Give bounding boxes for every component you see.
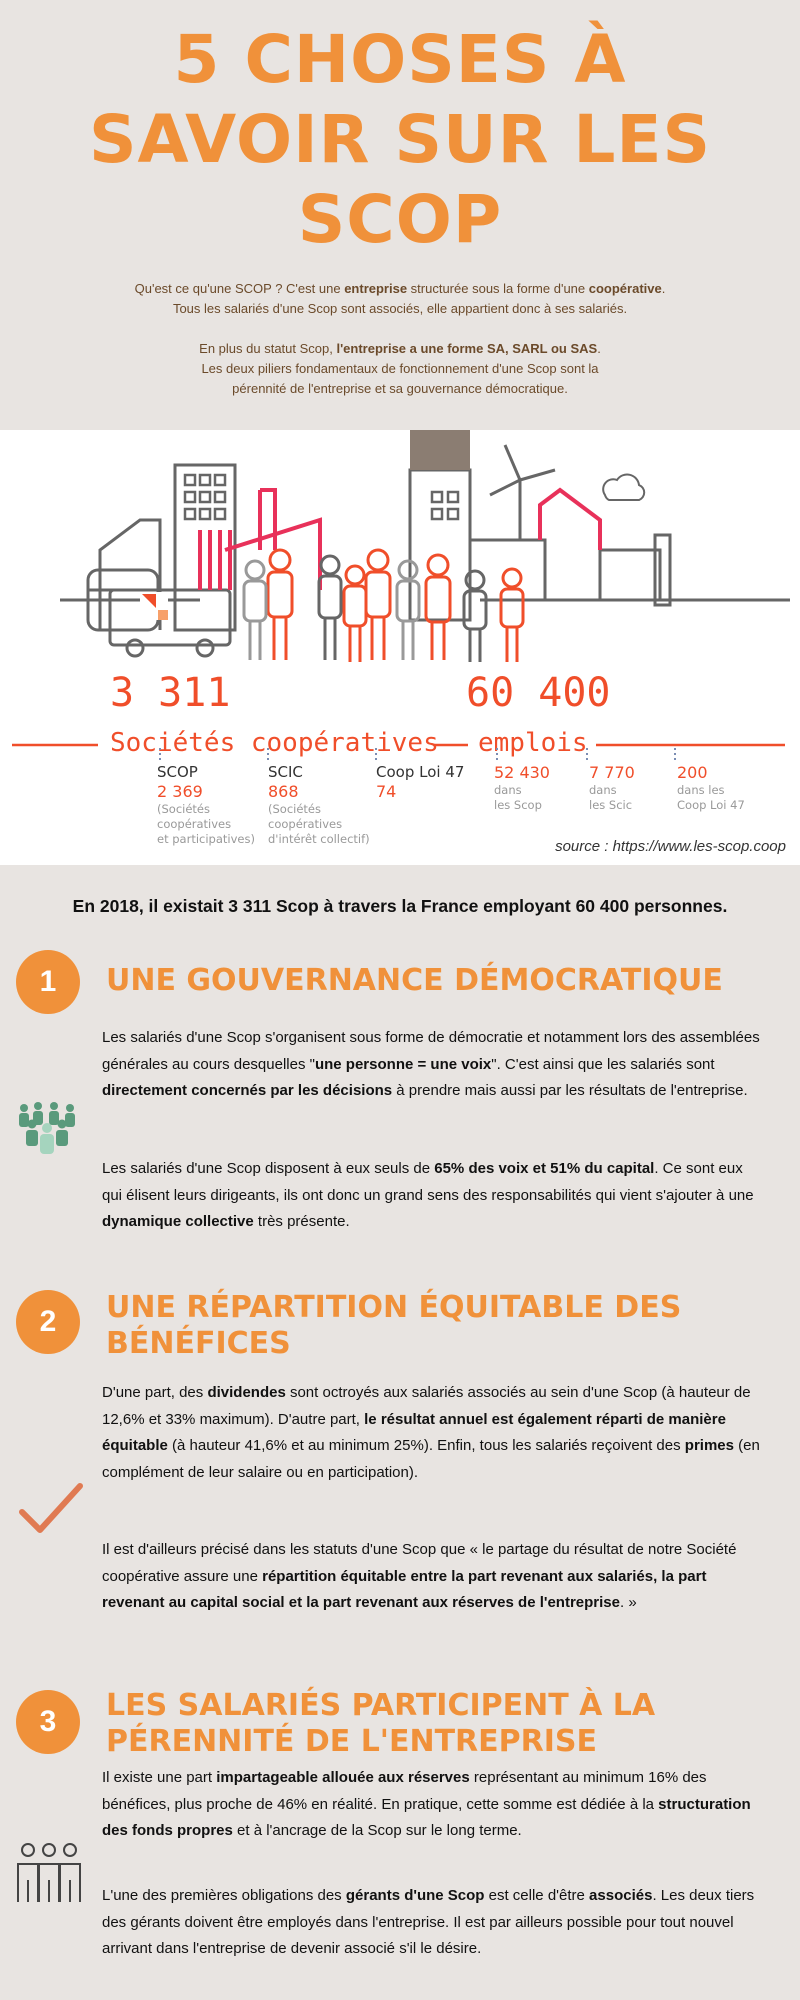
breakdown-scop-desc: (Sociétés coopératives et participatives) bbox=[157, 802, 255, 846]
section-title: UNE GOUVERNANCE DÉMOCRATIQUE bbox=[106, 963, 723, 998]
intro-line-3: En plus du statut Scop, l'entreprise a une forme SA, SARL ou SAS. bbox=[199, 341, 601, 356]
breakdown-scop-value: 2 369 bbox=[157, 782, 203, 801]
section-number: 2 bbox=[16, 1290, 80, 1354]
section-2-paragraph-1: D'une part, des dividendes sont octroyés aux salariés associés au sein d'une Scop (à hauteur de 12,6% et 33% maximum). D'autre part, le résultat annuel est également réparti de manière équitable (à hauteur 41,6% et au minimum 25%). Enfin, tous les salariés reçoivent des primes (en complément de leur salaire ou en participation). bbox=[102, 1384, 760, 1481]
jobs-scop-desc: dans les Scop bbox=[494, 783, 542, 812]
source-link[interactable]: source : https://www.les-scop.coop bbox=[555, 838, 786, 855]
breakdown-coop47-value: 74 bbox=[376, 782, 397, 801]
jobs-scic-value: 7 770 bbox=[589, 763, 635, 782]
breakdown-scic-name: SCIC bbox=[268, 763, 303, 781]
jobs-coop47-desc: dans les Coop Loi 47 bbox=[677, 783, 745, 812]
section-number: 3 bbox=[16, 1690, 80, 1754]
header bbox=[0, 0, 800, 430]
jobs-scic-desc: dans les Scic bbox=[589, 783, 633, 812]
intro-line-2: Tous les salariés d'une Scop sont associés, elle appartient donc à ses salariés. bbox=[172, 301, 628, 316]
section-2-paragraph-2: Il est d'ailleurs précisé dans les statuts d'une Scop que « le partage du résultat de notre Société coopérative assure une répartition équitable entre la part revenant aux salariés, la part revenant au capital social et la part revenant aux réserves de l'entreprise. » bbox=[102, 1541, 737, 1611]
people-outline-icon bbox=[14, 1840, 84, 1910]
checkmark-icon bbox=[16, 1480, 86, 1540]
stat-jobs-value: 60 400 bbox=[466, 670, 611, 716]
intro-line-5: pérennité de l'entreprise et sa gouvernance démocratique. bbox=[232, 381, 568, 396]
page-title bbox=[0, 20, 800, 260]
breakdown-scic-desc: (Sociétés coopératives d'intérêt collectif) bbox=[268, 802, 370, 846]
city-workers-drawing bbox=[0, 430, 800, 690]
people-group-icon bbox=[14, 1100, 82, 1156]
section-number: 1 bbox=[16, 950, 80, 1014]
title-line: SCOP bbox=[297, 181, 503, 258]
jobs-scop-value: 52 430 bbox=[494, 763, 550, 782]
section-3-paragraph-1: Il existe une part impartageable allouée aux réserves représentant au minimum 16% des bénéfices, plus proche de 46% en réalité. En pratique, cette somme est dédiée à la structuration des fonds propres et à l'ancrage de la Scop sur le long terme. bbox=[102, 1769, 751, 1839]
title-line: SAVOIR SUR LES bbox=[88, 101, 712, 178]
breakdown-scic-value: 868 bbox=[268, 782, 299, 801]
stat-cooperatives-label: Sociétés coopératives bbox=[110, 728, 439, 758]
stat-jobs-label: emplois bbox=[478, 728, 588, 758]
headline: En 2018, il existait 3 311 Scop à travers la France employant 60 400 personnes. bbox=[72, 896, 728, 916]
breakdown-coop47-name: Coop Loi 47 bbox=[376, 763, 465, 781]
section-1-paragraph-1: Les salariés d'une Scop s'organisent sous forme de démocratie et notamment lors des assemblées générales au cours desquelles "une personne = une voix". C'est ainsi que les salariés sont directement concernés par les décisions à prendre mais aussi par les résultats de l'entreprise. bbox=[102, 1029, 760, 1099]
stat-cooperatives-value: 3 311 bbox=[110, 670, 231, 716]
section-title: UNE RÉPARTITION ÉQUITABLE DES BÉNÉFICES bbox=[106, 1290, 682, 1361]
cooperative-illustration bbox=[0, 430, 800, 865]
section-title: LES SALARIÉS PARTICIPENT À LA PÉRENNITÉ DE L'ENTREPRISE bbox=[106, 1688, 656, 1759]
intro-line-4: Les deux piliers fondamentaux de fonctionnement d'une Scop sont la bbox=[201, 361, 599, 376]
title-line: 5 CHOSES À bbox=[173, 21, 627, 98]
jobs-coop47-value: 200 bbox=[677, 763, 708, 782]
breakdown-scop-name: SCOP bbox=[157, 763, 198, 781]
intro-line-1: Qu'est ce qu'une SCOP ? C'est une entreprise structurée sous la forme d'une coopérative. bbox=[134, 281, 666, 296]
section-3-paragraph-2: L'une des premières obligations des gérants d'une Scop est celle d'être associés. Les deux tiers des gérants doivent être employés dans l'entreprise. Il est par ailleurs possible pour tout nouvel arrivant dans l'entreprise de devenir associé s'il le désire. bbox=[102, 1887, 755, 1957]
section-1-paragraph-2: Les salariés d'une Scop disposent à eux seuls de 65% des voix et 51% du capital. Ce sont eux qui élisent leurs dirigeants, ils ont donc un grand sens des responsabilités qui vient s'ajouter à une dynamique collective très présente. bbox=[102, 1160, 754, 1230]
